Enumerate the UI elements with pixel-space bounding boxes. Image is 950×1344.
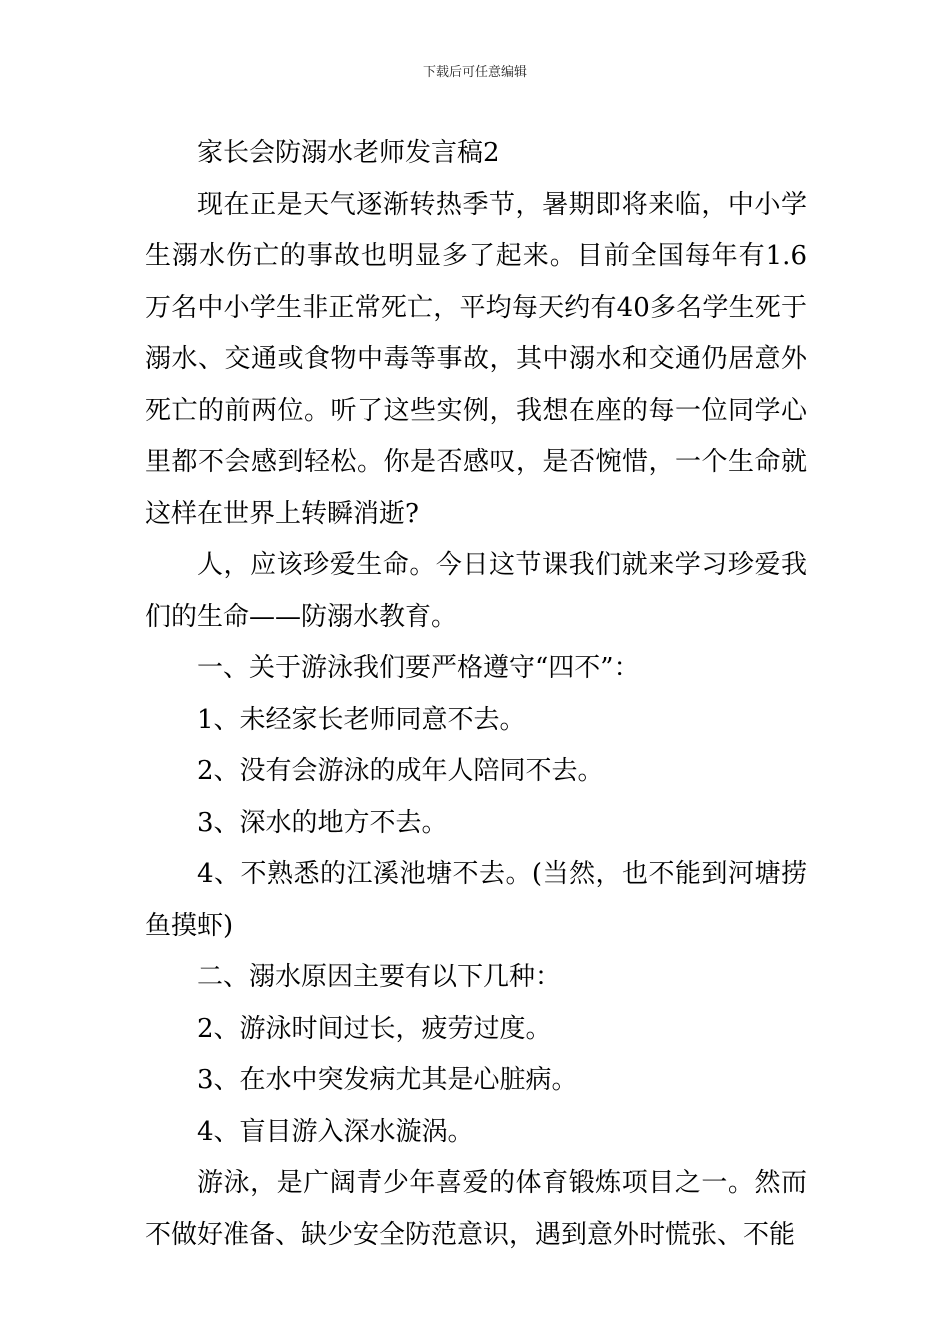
list-item-cause-4: 4、盲目游入深水漩涡。 [197,1116,474,1147]
list-item-rule-4: 4、不熟悉的江溪池塘不去。(当然，也不能到河塘捞鱼摸虾) [145,859,807,941]
list-item-cause-3: 3、在水中突发病尤其是心脏病。 [197,1065,578,1095]
list-item-rule-1: 1、未经家长老师同意不去。 [197,704,526,735]
document-body [145,128,807,1261]
paragraph-causes-heading: 二、溺水原因主要有以下几种： [197,962,562,992]
list-item-rule-2: 2、没有会游泳的成年人陪同不去。 [197,756,604,786]
list-item-rule-3: 3、深水的地方不去。 [197,807,448,838]
document-title: 家长会防溺水老师发言稿2 [197,138,500,168]
paragraph-four-rules-heading: 一、关于游泳我们要严格遵守“四不”： [197,653,640,683]
list-item-cause-2: 2、游泳时间过长，疲劳过度。 [197,1013,552,1044]
page-header-note: 下载后可任意编辑 [422,65,527,80]
paragraph-intro: 现在正是天气逐渐转热季节，暑期即将来临，中小学生溺水伤亡的事故也明显多了起来。目前全国每年有1.6万名中小学生非正常死亡，平均每天约有40多名学生死于溺水、交通或食物中毒等事故，其中溺水和交通仍居意外死亡的前两位。听了这些实例，我想在座的每一位同学心里都不会感到轻松。你是否感叹，是否惋惜，一个生命就这样在世界上转瞬消逝? [145,189,807,529]
paragraph-cherish-life: 人，应该珍爱生命。今日这节课我们就来学习珍爱我们的生命——防溺水教育。 [145,550,807,632]
paragraph-swimming: 游泳，是广阔青少年喜爱的体育锻炼项目之一。然而不做好准备、缺少安全防范意识，遇到意外时慌张、不能 [145,1168,807,1250]
